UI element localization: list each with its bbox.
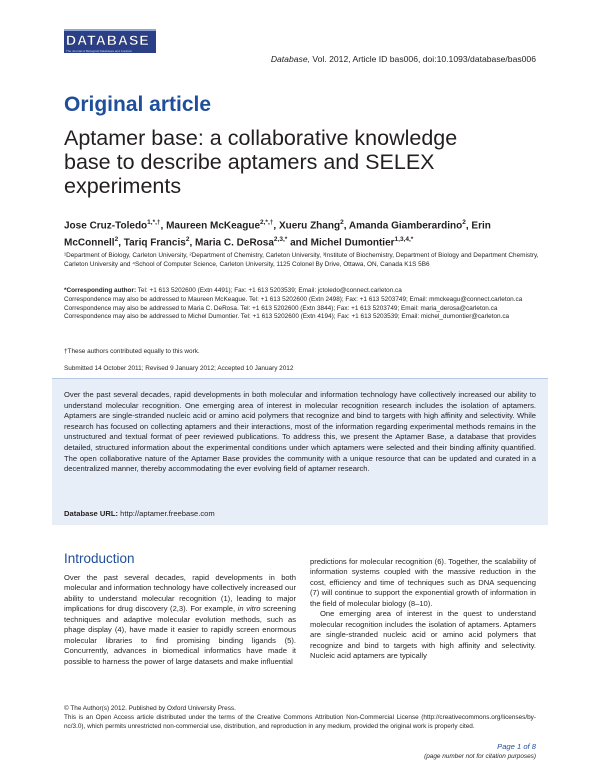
author-list xyxy=(64,216,544,251)
page-number-note: (page number not for citation purposes) xyxy=(424,753,536,760)
author-affiliation-mark: 2,*,† xyxy=(260,219,274,226)
corresponding-author xyxy=(64,287,542,296)
author-affiliation-mark: 2 xyxy=(462,219,466,226)
affiliations: ¹Department of Biology, Carleton University, ²Department of Chemistry, Carleton University, ³Institute of Biochemistry, Department of Biology and Department Chemistry, Carleton University and ⁴School of Computer Science, Carleton University, 1125 Colonel By Drive, Ottawa, ON, Canada K1S 5B6 xyxy=(64,252,539,268)
journal-name: Database, xyxy=(270,54,310,64)
body-text: screening techniques and adaptive molecular evolution methods, such as phage display (4), have made it easier to rapidly screen enormous molecular libraries to find promising binding ligands (5). Concurrently, advances in biomedical informatics have made it possible to harness the power of large datasets and make influential xyxy=(64,604,296,666)
correspondence-line: Correspondence may also be addressed to Maria C. DeRosa. Tel: +1 613 5202600 (Extn 3844); Fax: +1 613 5203749; Email: maria_derosa@carleton.ca xyxy=(64,304,498,312)
equal-contribution-note: †These authors contributed equally to this work. xyxy=(64,348,200,355)
author-affiliation-mark: 1,3,4,* xyxy=(394,236,414,244)
author-affiliation-mark: 2,3,* xyxy=(273,236,288,244)
body-text: Over the past several decades, rapid developments in both molecular and information technology have collectively increased our ability to understand molecular recognition (1), leading to major implications for drug discovery (2,3). For example, xyxy=(64,573,296,614)
copyright-notice: © The Author(s) 2012. Published by Oxford University Press. xyxy=(64,705,236,712)
section-label: Original article xyxy=(64,93,212,116)
logo-text: DATABASE xyxy=(66,32,150,48)
correspondence-line: Correspondence may also be addressed to Maureen McKeague. Tel: +1 613 5202600 (Extn 2498); Fax: +1 613 5203749; Email: mmckeagu@connect.carleton.ca xyxy=(64,295,523,303)
citation-details: Vol. 2012, Article ID bas006, doi:10.1093/database/bas006 xyxy=(312,54,536,64)
correspondence-line: Correspondence may also be addressed to Michel Dumontier. Tel: +1 613 5202600 (Extn 4194); Fax: +1 613 5203539; Email: michel_dumontier@carleton.ca xyxy=(64,313,510,321)
author-name: and Michel Dumontier xyxy=(287,237,395,249)
author-name: , Maureen McKeague xyxy=(160,220,261,232)
author-name: , Xueru Zhang xyxy=(273,220,341,232)
body-paragraph: predictions for molecular recognition (6). Together, the scalability of information systems coupled with the massive reduction in the cost, efficiency and time of techniques such as DNA sequencing (7) will continue to support the exponential growth of information in the field of molecular biology (8–10). xyxy=(310,557,536,608)
author-affiliation-mark: 1,*,† xyxy=(147,219,161,226)
footer xyxy=(64,705,536,731)
introduction-heading: Introduction xyxy=(64,551,135,566)
logo-subtitle: The Journal of Biological Databases and Curation xyxy=(66,49,133,53)
author-name: , Maria C. DeRosa xyxy=(189,237,274,249)
database-url-link[interactable]: http://aptamer.freebase.com xyxy=(120,509,215,518)
corresponding-label: *Corresponding author: xyxy=(64,287,137,294)
author-affiliation-mark: 2 xyxy=(340,219,344,226)
body-paragraph: One emerging area of interest in the quest to understand molecular recognition includes the isolation of aptamers. Aptamers are single-stranded nucleic acid or amino acid polymers that recognize and bind to targets with high affinity and selectivity. Nucleic acid aptamers are typically xyxy=(310,609,536,661)
journal-logo xyxy=(64,29,156,53)
abstract-text: Over the past several decades, rapid developments in both molecular and information technology have collectively increased our ability to understand molecular recognition. One emerging area of interest in molecular recognition research includes the isolation of aptamers. Aptamers are single-stranded nucleic acid or amino acid polymers that recognize and bind to targets with high affinity and selectivity. While research has focused on collecting aptamers and their interactions, most of the information regarding experimental methods remains in the unstructured and textual format of peer reviewed publications. To address this, we present the Aptamer Base, a database that provides detailed, structured information about the experimental conditions under which aptamers were selected and their binding affinity quantified. The open collaborative nature of the Aptamer Base provides the community with a unique resource that can be updated and curated in a decentralized manner, thereby accommodating the ever evolving field of aptamer research. xyxy=(64,390,536,474)
corresponding-details: Tel: +1 613 5202600 (Extn 4491); Fax: +1 613 5203539; Email: jctoledo@connect.carleton.ca xyxy=(136,287,402,294)
page-number: Page 1 of 8 xyxy=(497,742,536,751)
correspondence-block xyxy=(64,287,542,322)
database-url xyxy=(64,509,215,518)
article-title: Aptamer base: a collaborative knowledge base to describe aptamers and SELEX experiments xyxy=(64,126,458,198)
intro-column-left xyxy=(64,573,296,667)
author-name: Jose Cruz-Toledo xyxy=(64,220,148,232)
journal-citation xyxy=(271,54,536,64)
author-affiliation-mark: 2 xyxy=(185,236,190,244)
license-notice: This is an Open Access article distributed under the terms of the Creative Commons Attribution Non-Commercial License (http://creativecommons.org/licenses/by-nc/3.0), which permits unrestricted non-commercial use, distribution, and reproduction in any medium, provided the original work is properly cited. xyxy=(64,713,536,730)
intro-column-right xyxy=(310,557,536,662)
author-affiliation-mark: 2 xyxy=(114,236,119,244)
author-name: , Amanda Giamberardino xyxy=(343,220,463,232)
body-text-italic: in vitro xyxy=(237,604,261,614)
submission-dates: Submitted 14 October 2011; Revised 9 January 2012; Accepted 10 January 2012 xyxy=(64,365,294,372)
author-name: , Erin McConnell xyxy=(64,220,491,249)
author-name: , Tariq Francis xyxy=(118,237,186,249)
database-url-label: Database URL: xyxy=(64,509,119,518)
